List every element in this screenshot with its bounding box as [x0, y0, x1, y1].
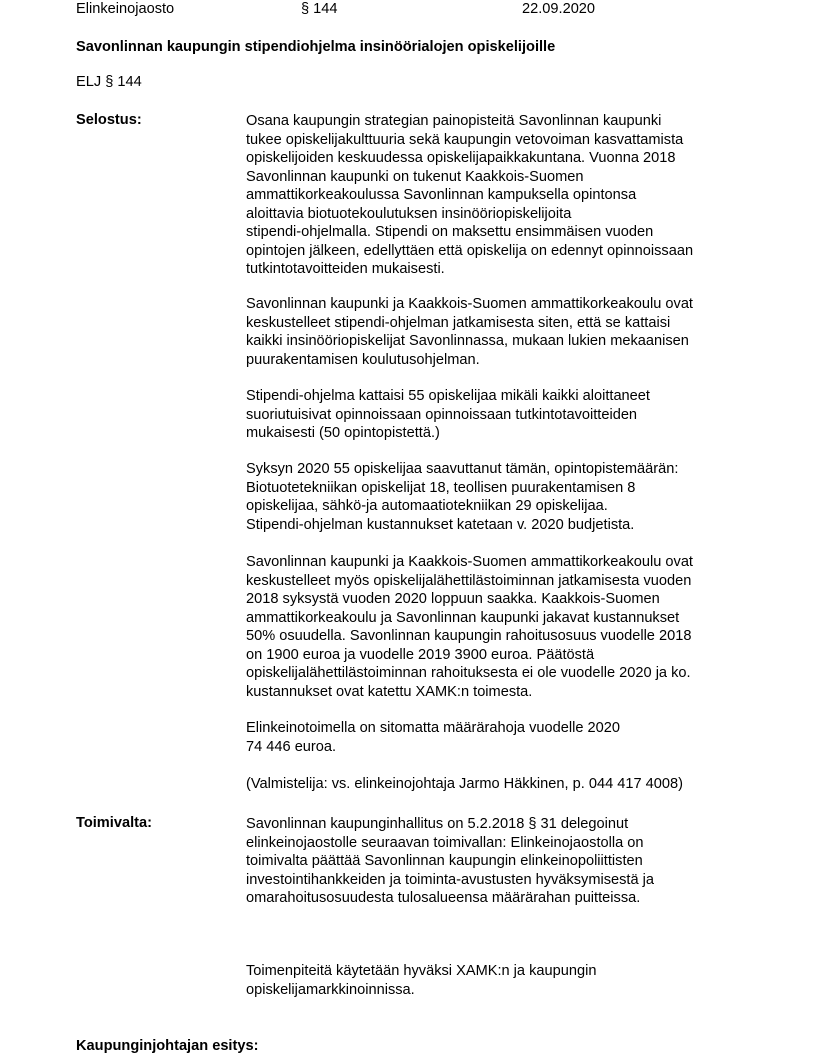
text-line: omarahoitusosuudesta tulosalueensa määrärahan puitteissa. [246, 890, 641, 906]
selostus-label: Selostus: [76, 112, 142, 128]
toimivalta-label: Toimivalta: [76, 815, 152, 831]
text-line: on 1900 euroa ja vuodelle 2019 3900 euroa. Päätöstä [246, 646, 595, 663]
text-line: Savonlinnan kaupunginhallitus on 5.2.2018 § 31 delegoinut [246, 816, 629, 832]
text-line: opintojen jälkeen, edellyttäen että opiskelija on edennyt opinnoissaan [246, 242, 694, 259]
text-line: Osana kaupungin strategian painopisteitä Savonlinnan kaupunki [246, 113, 662, 129]
document-reference: ELJ § 144 [76, 74, 142, 90]
text-line: tukee opiskelijakulttuuria sekä kaupungin vetovoiman kasvattamista [246, 131, 684, 148]
text-line: ammattikorkeakoulu ja Savonlinnan kaupunki jakavat kustannukset [246, 609, 680, 626]
text-line: suoriutuisivat opinnoissaan opinnoissaan tutkintotavoitteiden [246, 406, 638, 423]
text-line: stipendi-ohjelmalla. Stipendi on maksettu ensimmäisen vuoden [246, 224, 654, 240]
text-line: tutkintotavoitteiden mukaisesti. [246, 261, 445, 277]
text-line: elinkeinojaostolle seuraavan toimivallan: Elinkeinojaostolla on [246, 834, 644, 851]
text-line: 2018 syksystä vuoden 2020 loppuun saakka. Kaakkois-Suomen [246, 591, 660, 607]
selostus-paragraph-4 [246, 460, 746, 534]
text-line: 50% osuudella. Savonlinnan kaupungin rahoitusosuus vuodelle 2018 [246, 628, 692, 644]
text-line: keskustelleet stipendi-ohjelman jatkamisesta siten, että se kattaisi [246, 314, 671, 331]
text-line: Elinkeinotoimella on sitomatta määrärahoja vuodelle 2020 [246, 720, 620, 736]
text-line: Syksyn 2020 55 opiskelijaa saavuttanut tämän, opintopistemäärän: [246, 461, 679, 477]
text-line: (Valmistelija: vs. elinkeinojohtaja Jarmo Häkkinen, p. 044 417 4008) [246, 776, 683, 792]
selostus-paragraph-3 [246, 387, 746, 443]
text-line: keskustelleet myös opiskelijalähettilästoiminnan jatkamisesta vuoden [246, 572, 692, 589]
text-line: ammattikorkeakoulussa Savonlinnan kampuksella opintonsa [246, 187, 637, 203]
text-line: Savonlinnan kaupunki ja Kaakkois-Suomen ammattikorkeakoulu ovat [246, 554, 693, 570]
document-title: Savonlinnan kaupungin stipendiohjelma insinöörialojen opiskelijoille [76, 39, 556, 55]
text-line: opiskelijoiden keskuudessa opiskelijapaikkakuntana. Vuonna 2018 [246, 150, 676, 166]
text-line: mukaisesti (50 opintopistettä.) [246, 425, 440, 441]
text-line: Stipendi-ohjelma kattaisi 55 opiskelijaa mikäli kaikki aloittaneet [246, 388, 650, 404]
header-section: § 144 [301, 1, 338, 17]
text-line: 74 446 euroa. [246, 738, 337, 755]
header-date: 22.09.2020 [522, 1, 596, 17]
text-line: Savonlinnan kaupunki ja Kaakkois-Suomen ammattikorkeakoulu ovat [246, 296, 693, 312]
toimivalta-paragraph-1 [246, 815, 746, 908]
selostus-paragraph-2 [246, 295, 746, 369]
text-line: Toimenpiteitä käytetään hyväksi XAMK:n ja kaupungin [246, 963, 597, 979]
text-line: opiskelijalähettilästoiminnan rahoituksesta ei ole vuodelle 2020 ja ko. [246, 665, 691, 681]
preparer-note [246, 775, 746, 794]
selostus-paragraph-1 [246, 112, 746, 279]
proposal-heading: Kaupunginjohtajan esitys: [76, 1038, 259, 1054]
text-line: kaikki insinööriopiskelijat Savonlinnassa, mukaan lukien mekaanisen [246, 333, 689, 349]
text-line: opiskelijamarkkinoinnissa. [246, 981, 415, 998]
toimivalta-paragraph-2 [246, 962, 746, 999]
text-line: investointihankkeiden ja toiminta-avustusten hyväksymisestä ja [246, 871, 655, 888]
text-line: puurakentamisen koulutusohjelman. [246, 351, 480, 368]
header-committee: Elinkeinojaosto [76, 1, 175, 17]
selostus-paragraph-6 [246, 719, 746, 756]
text-line: kustannukset ovat katettu XAMK:n toimesta. [246, 683, 533, 700]
text-line: aloittavia biotuotekoulutuksen insinööriopiskelijoita [246, 205, 572, 222]
text-line: Biotuotetekniikan opiskelijat 18, teollisen puurakentamisen 8 [246, 479, 636, 496]
selostus-paragraph-5 [246, 553, 746, 701]
text-line: Savonlinnan kaupunki on tukenut Kaakkois-Suomen [246, 168, 584, 185]
text-line: Stipendi-ohjelman kustannukset katetaan v. 2020 budjetista. [246, 516, 635, 533]
text-line: opiskelijaa, sähkö-ja automaatiotekniikan 29 opiskelijaa. [246, 498, 608, 514]
text-line: toimivalta päättää Savonlinnan kaupungin elinkeinopoliittisten [246, 853, 643, 869]
